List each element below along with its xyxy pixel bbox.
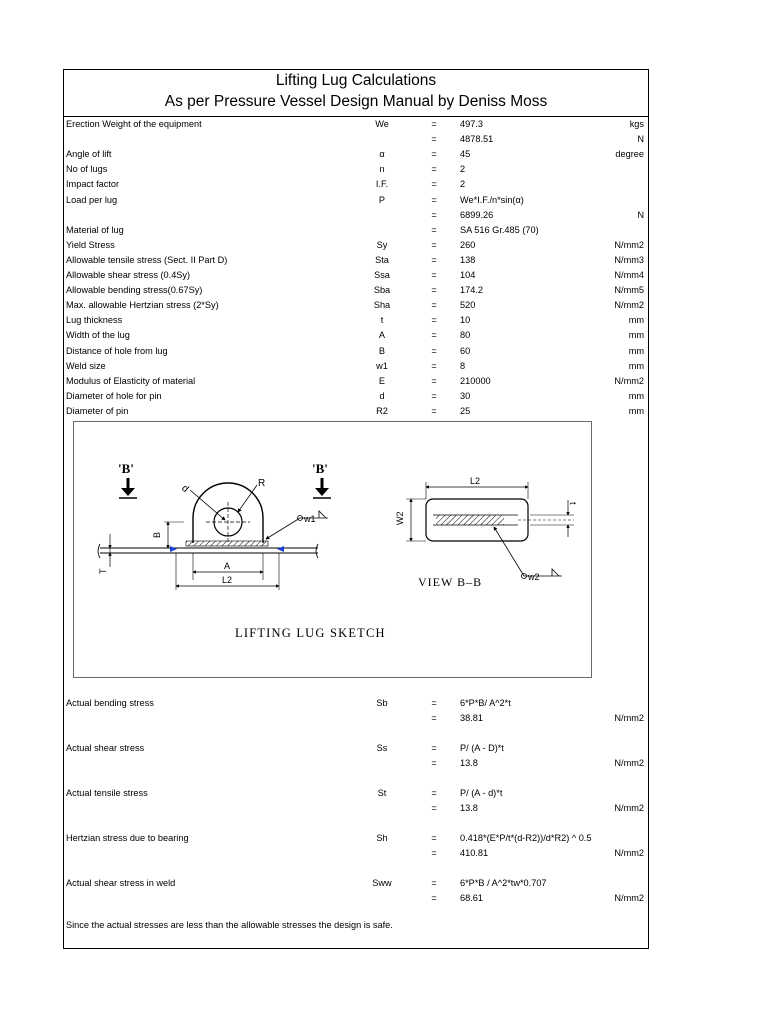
param-unit: N/mm5 [614, 285, 644, 296]
input-row [64, 132, 648, 147]
param-equals: = [431, 405, 437, 416]
param-symbol: Sha [373, 300, 391, 311]
param-value: 138 [460, 254, 476, 265]
param-label: Allowable bending stress(0.67Sy) [66, 285, 203, 296]
param-label: Erection Weight of the equipment [66, 119, 202, 129]
param-label: Angle of lift [66, 149, 112, 160]
result-symbol: St [377, 788, 387, 798]
dim-a-label: A [224, 561, 231, 571]
param-equals: = [431, 194, 437, 205]
input-row [64, 162, 648, 177]
param-label: Max. allowable Hertzian stress (2*Sy) [66, 300, 219, 311]
param-value: 174.2 [460, 285, 483, 296]
input-row [64, 328, 648, 343]
param-label: Distance of hole from lug [66, 345, 168, 356]
result-formula-row [64, 876, 648, 891]
param-label: Load per lug [66, 194, 118, 205]
input-row [64, 404, 648, 419]
param-value: 60 [460, 345, 471, 356]
section-marker-right: 'B' [312, 461, 328, 476]
input-row [64, 389, 648, 404]
param-label: Width of the lug [66, 330, 130, 341]
param-symbol: E [378, 375, 386, 386]
input-row [64, 268, 648, 283]
input-row [64, 344, 648, 359]
input-row [64, 238, 648, 253]
weld-w1-label: w1 [304, 514, 316, 524]
param-equals: = [431, 270, 437, 280]
param-symbol: w1 [376, 360, 388, 371]
result-label: Hertzian stress due to bearing [66, 833, 189, 843]
result-value: 68.61 [460, 893, 483, 903]
input-row [64, 298, 648, 313]
view-bb-label: VIEW B–B [418, 575, 483, 589]
param-value: 10 [460, 315, 471, 326]
dim-b-label: B [152, 531, 162, 538]
param-value: 497.3 [460, 119, 483, 129]
param-symbol: t [380, 315, 384, 326]
param-equals: = [431, 345, 437, 356]
result-value-row [64, 756, 648, 771]
result-value-row [64, 846, 648, 861]
result-formula: P/ (A - D)*t [460, 743, 504, 753]
dim-d-label: d [179, 483, 191, 496]
param-value: 104 [460, 270, 476, 280]
param-value: 6899.26 [460, 209, 494, 220]
result-symbol: Ss [376, 743, 388, 753]
input-row [64, 177, 648, 192]
param-equals: = [431, 285, 437, 296]
result-formula-row [64, 741, 648, 756]
result-unit: N/mm2 [614, 893, 644, 903]
dim-t-label: T [98, 568, 108, 574]
param-symbol: Sba [373, 285, 391, 296]
param-unit: mm [628, 345, 644, 356]
dim-l2-label-front: L2 [222, 575, 233, 585]
param-equals: = [431, 254, 437, 265]
param-unit: N/mm2 [614, 375, 644, 386]
param-equals: = [431, 239, 437, 250]
param-value: 8 [460, 360, 466, 371]
param-value: 25 [460, 405, 471, 416]
param-equals: = [431, 375, 437, 386]
param-value: 4878.51 [460, 134, 494, 145]
param-value: 210000 [460, 375, 491, 386]
result-symbol: Sh [376, 833, 388, 843]
param-label: Lug thickness [66, 315, 123, 326]
input-row [64, 359, 648, 374]
param-symbol: n [379, 164, 385, 175]
param-symbol: Ssa [374, 270, 390, 280]
param-label: Diameter of pin [66, 405, 129, 416]
param-unit: N/mm2 [614, 300, 644, 311]
input-row [64, 117, 648, 132]
result-unit: N/mm2 [614, 848, 644, 858]
param-label: No of lugs [66, 164, 108, 175]
result-formula-row [64, 786, 648, 801]
param-symbol: B [378, 345, 386, 356]
result-equals: = [431, 803, 437, 813]
input-row [64, 223, 648, 238]
result-formula-row [64, 696, 648, 711]
param-unit: mm [628, 405, 644, 416]
input-row [64, 193, 648, 208]
result-formula-row [64, 831, 648, 846]
param-unit: kgs [629, 119, 644, 129]
dim-r-label: R [258, 478, 266, 489]
param-unit: N [637, 134, 644, 145]
result-symbol: Sww [372, 878, 392, 888]
param-label: Yield Stress [66, 239, 115, 250]
param-value: 2 [460, 179, 466, 190]
result-value-row [64, 801, 648, 816]
result-label: Actual bending stress [66, 698, 154, 708]
param-symbol: Sta [375, 254, 389, 265]
param-equals: = [431, 119, 437, 129]
conclusion-note: Since the actual stresses are less than the allowable stresses the design is safe. [66, 920, 393, 930]
param-equals: = [431, 149, 437, 160]
param-unit: mm [628, 315, 644, 326]
param-symbol: A [378, 330, 386, 341]
dim-l2-label-view: L2 [470, 476, 481, 486]
param-symbol: α [379, 149, 385, 160]
param-equals: = [431, 360, 437, 371]
param-equals: = [431, 300, 437, 311]
param-value: 520 [460, 300, 476, 311]
param-unit: N/mm4 [614, 270, 644, 280]
result-label: Actual shear stress in weld [66, 878, 176, 888]
param-equals: = [431, 179, 437, 190]
input-row [64, 253, 648, 268]
dim-w2-label: W2 [395, 511, 405, 525]
input-row [64, 147, 648, 162]
param-symbol: We [375, 119, 389, 129]
param-symbol: P [378, 194, 386, 205]
param-equals: = [431, 209, 437, 220]
param-value: 2 [460, 164, 466, 175]
param-unit: mm [628, 330, 644, 341]
param-symbol: d [379, 390, 385, 401]
param-unit: mm [628, 360, 644, 371]
sketch-caption: LIFTING LUG SKETCH [235, 626, 386, 640]
result-value: 13.8 [460, 758, 478, 768]
param-symbol: R2 [376, 405, 388, 416]
result-label: Actual shear stress [66, 743, 145, 753]
param-label: Modulus of Elasticity of material [66, 375, 196, 386]
input-row [64, 313, 648, 328]
result-formula: P/ (A - d)*t [460, 788, 503, 798]
param-unit: N [637, 209, 644, 220]
param-unit: mm [628, 390, 644, 401]
param-equals: = [431, 134, 437, 145]
param-value: 80 [460, 330, 471, 341]
result-label: Actual tensile stress [66, 788, 148, 798]
weld-w2-label: w2 [528, 572, 540, 582]
param-value: 260 [460, 239, 476, 250]
dim-t-small-label: t [568, 502, 578, 505]
result-equals: = [431, 713, 437, 723]
param-value: We*I.F./n*sin(α) [460, 194, 524, 205]
result-formula: 6*P*B / A^2*tw*0.707 [460, 878, 547, 888]
sheet-header [64, 70, 648, 117]
param-label: Impact factor [66, 179, 120, 190]
result-value: 38.81 [460, 713, 483, 723]
param-unit: degree [615, 149, 644, 160]
result-equals: = [431, 698, 437, 708]
param-symbol: Sy [376, 239, 388, 250]
param-unit: N/mm2 [614, 239, 644, 250]
param-equals: = [431, 164, 437, 175]
result-formula: 6*P*B/ A^2*t [460, 698, 511, 708]
result-symbol: Sb [376, 698, 388, 708]
result-equals: = [431, 833, 437, 843]
result-value-row [64, 711, 648, 726]
sheet-subtitle: As per Pressure Vessel Design Manual by Deniss Moss [164, 93, 548, 110]
section-marker-left: 'B' [118, 461, 134, 476]
param-label: Weld size [66, 360, 106, 371]
param-label: Allowable shear stress (0.4Sy) [66, 270, 191, 280]
input-row [64, 208, 648, 223]
result-value-row [64, 891, 648, 906]
lifting-lug-sketch [73, 421, 592, 678]
result-unit: N/mm2 [614, 803, 644, 813]
param-label: Diameter of hole for pin [66, 390, 162, 401]
result-formula: 0.418*(E*P/t*(d-R2))/d*R2) ^ 0.5 [460, 833, 592, 843]
param-value: 30 [460, 390, 471, 401]
result-equals: = [431, 743, 437, 753]
calculation-sheet [63, 69, 649, 949]
result-unit: N/mm2 [614, 758, 644, 768]
param-value: 45 [460, 149, 471, 160]
param-equals: = [431, 330, 437, 341]
result-equals: = [431, 848, 437, 858]
sheet-title: Lifting Lug Calculations [275, 72, 437, 89]
param-label: Allowable tensile stress (Sect. II Part D) [66, 254, 228, 265]
lug-drawing [74, 422, 591, 677]
result-unit: N/mm2 [614, 713, 644, 723]
param-equals: = [431, 390, 437, 401]
param-label: Material of lug [66, 224, 124, 235]
result-equals: = [431, 788, 437, 798]
input-row [64, 283, 648, 298]
param-value: SA 516 Gr.485 (70) [460, 224, 539, 235]
param-unit: N/mm3 [614, 254, 644, 265]
param-equals: = [431, 315, 437, 326]
result-equals: = [431, 893, 437, 903]
result-value: 13.8 [460, 803, 478, 813]
result-equals: = [431, 758, 437, 768]
input-row [64, 374, 648, 389]
result-value: 410.81 [460, 848, 489, 858]
result-equals: = [431, 878, 437, 888]
param-equals: = [431, 224, 437, 235]
param-symbol: I.F. [375, 179, 389, 190]
